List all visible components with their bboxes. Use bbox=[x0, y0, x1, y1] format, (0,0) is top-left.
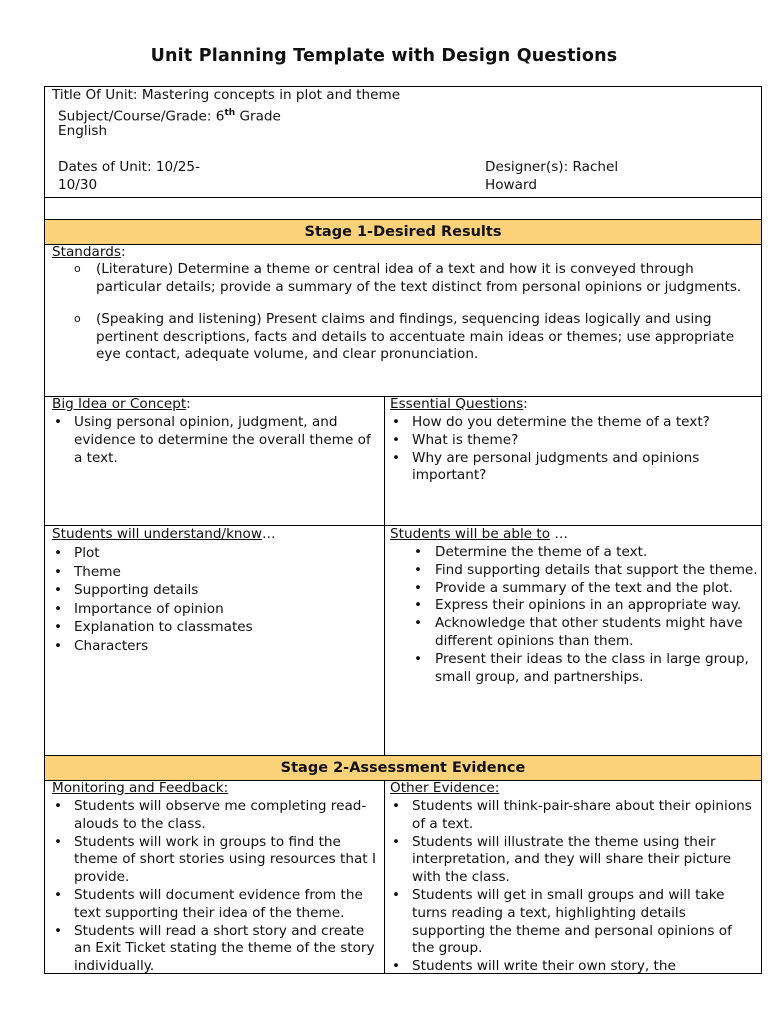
subject-suffix: Grade bbox=[235, 108, 281, 125]
understand-list bbox=[52, 544, 378, 656]
able-item: • Determine the theme of a text. bbox=[390, 544, 758, 562]
big-idea-item: • Using personal opinion, judgment, and evidence to determine the overall theme of a text. bbox=[52, 414, 378, 467]
stage1-heading: Stage 1-Desired Results bbox=[45, 220, 761, 244]
able-label: Students will be able to bbox=[390, 526, 551, 542]
able-list bbox=[390, 544, 758, 686]
designer-line1: Designer(s): Rachel bbox=[485, 159, 619, 175]
able-item: • Present their ideas to the class in large group, small group, and partnerships. bbox=[390, 651, 758, 687]
unit-plan-table bbox=[44, 86, 762, 974]
monitoring-item: • Students will read a short story and create an Exit Ticket stating the theme of the story individually. bbox=[52, 923, 378, 974]
essential-item: • What is theme? bbox=[390, 432, 758, 450]
dates-line1: Dates of Unit: 10/25- bbox=[58, 159, 200, 175]
page-title: Unit Planning Template with Design Questions bbox=[150, 46, 618, 66]
understand-label: Students will understand/know bbox=[52, 526, 262, 542]
unit-title: Title Of Unit: Mastering concepts in plot and theme bbox=[52, 87, 401, 103]
monitoring-item: • Students will observe me completing read-alouds to the class. bbox=[52, 798, 378, 834]
subject-line2: English bbox=[58, 123, 108, 139]
monitoring-item: • Students will document evidence from the text supporting their idea of the theme. bbox=[52, 887, 378, 923]
standards-list bbox=[52, 261, 752, 364]
understand-item: • Explanation to classmates bbox=[52, 618, 378, 637]
essential-wrap bbox=[390, 414, 758, 485]
able-item: • Express their opinions in an appropriate way. bbox=[390, 597, 758, 615]
understand-heading bbox=[52, 526, 276, 544]
essential-label: Essential Questions bbox=[390, 396, 524, 412]
understand-item: • Theme bbox=[52, 563, 378, 582]
other-item: • Students will get in small groups and will take turns reading a text, highlighting details supporting the theme and personal opinions of the group. bbox=[390, 887, 758, 958]
dates-line2: 10/30 bbox=[58, 177, 98, 193]
big-idea-list bbox=[52, 414, 378, 467]
understand-item: • Importance of opinion bbox=[52, 600, 378, 619]
essential-item: • How do you determine the theme of a text? bbox=[390, 414, 758, 432]
essential-item: • Why are personal judgments and opinions important? bbox=[390, 450, 758, 486]
divider bbox=[45, 197, 761, 198]
other-list bbox=[390, 798, 758, 974]
standards-list-wrap bbox=[52, 261, 752, 379]
column-divider bbox=[384, 396, 385, 756]
other-wrap bbox=[390, 798, 758, 974]
monitoring-heading bbox=[52, 780, 228, 798]
other-item: • Students will illustrate the theme using their interpretation, and they will share their picture with the class. bbox=[390, 834, 758, 887]
big-idea-wrap bbox=[52, 414, 378, 467]
able-item: • Acknowledge that other students might have different opinions than them. bbox=[390, 615, 758, 651]
able-item: • Find supporting details that support the theme. bbox=[390, 562, 758, 580]
other-item: • Students will write their own story, the bbox=[390, 958, 758, 974]
standard-item: o (Literature) Determine a theme or central idea of a text and how it is conveyed through particular details; provide a summary of the text distinct from personal opinions or judgments. bbox=[52, 261, 752, 296]
other-label: Other Evidence: bbox=[390, 780, 500, 796]
essential-list bbox=[390, 414, 758, 485]
understand-suffix: … bbox=[262, 526, 276, 542]
other-item: • Students will think-pair-share about their opinions of a text. bbox=[390, 798, 758, 834]
divider bbox=[45, 244, 761, 245]
standard-item: o (Speaking and listening) Present claims and findings, sequencing ideas logically and using pertinent descriptions, facts and details to accentuate main ideas or themes; use appropriate eye contact, adequate volume, and clear pronunciation. bbox=[52, 311, 752, 364]
monitoring-wrap bbox=[52, 798, 378, 974]
able-item: • Provide a summary of the text and the plot. bbox=[390, 580, 758, 598]
column-divider bbox=[384, 780, 385, 974]
standards-heading: Standards: bbox=[52, 244, 126, 260]
subject-prefix: Subject/Course/Grade: 6 bbox=[58, 108, 225, 125]
understand-item: • Supporting details bbox=[52, 581, 378, 600]
understand-item: • Characters bbox=[52, 637, 378, 656]
big-idea-heading: Big Idea or Concept: bbox=[52, 396, 191, 412]
big-idea-label: Big Idea or Concept bbox=[52, 396, 187, 412]
able-suffix: … bbox=[550, 526, 568, 542]
designer-line2: Howard bbox=[485, 177, 537, 193]
monitoring-list bbox=[52, 798, 378, 974]
understand-wrap bbox=[52, 544, 378, 656]
other-heading bbox=[390, 780, 499, 798]
stage2-heading: Stage 2-Assessment Evidence bbox=[45, 756, 761, 780]
understand-item: • Plot bbox=[52, 544, 378, 563]
essential-heading: Essential Questions: bbox=[390, 396, 528, 412]
able-heading bbox=[390, 526, 568, 544]
standards-label: Standards bbox=[52, 244, 121, 260]
monitoring-item: • Students will work in groups to find the theme of short stories using resources that I provide. bbox=[52, 834, 378, 887]
monitoring-label: Monitoring and Feedback: bbox=[52, 780, 229, 796]
subject-sup: th bbox=[224, 108, 236, 118]
able-wrap bbox=[390, 544, 758, 686]
